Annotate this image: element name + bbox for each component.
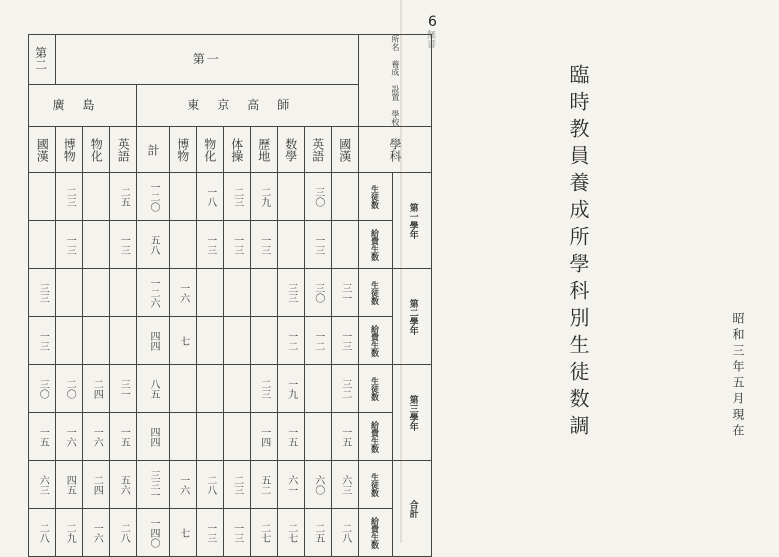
- table-cell: [29, 173, 56, 221]
- table-cell: 二三: [223, 461, 250, 509]
- table-cell: 二八: [331, 509, 358, 557]
- institution-label: 所名 養成 設置 學校: [358, 35, 431, 127]
- table-cell: [56, 317, 83, 365]
- table-cell: [110, 269, 137, 317]
- table-cell: 二八: [196, 461, 223, 509]
- table-cell: 六三: [29, 461, 56, 509]
- table-cell: 三〇: [304, 173, 331, 221]
- table-cell: [250, 269, 277, 317]
- row-label: 給費生数: [358, 221, 393, 269]
- table-cell: 一三: [196, 509, 223, 557]
- table-cell: 一三: [29, 317, 56, 365]
- table-cell: [56, 269, 83, 317]
- table-cell: 一五: [110, 413, 137, 461]
- table-cell: 三二: [331, 365, 358, 413]
- table-cell: 一五: [331, 413, 358, 461]
- table-cell: 七: [169, 317, 196, 365]
- table-cell: 一五: [277, 413, 304, 461]
- table-cell: 二五: [110, 173, 137, 221]
- table-cell: 六〇: [304, 461, 331, 509]
- column-header: 計: [137, 127, 170, 173]
- table-row: [29, 269, 432, 317]
- section-2-label: 第二: [29, 35, 56, 85]
- table-cell: 二九: [56, 509, 83, 557]
- table-cell: 八五: [137, 365, 170, 413]
- table-cell: [223, 269, 250, 317]
- table-cell: [304, 365, 331, 413]
- table-cell: 一三: [304, 221, 331, 269]
- section-1-label: 第一: [56, 35, 359, 85]
- table-cell: [223, 317, 250, 365]
- table-cell: [277, 173, 304, 221]
- table-row: [29, 461, 432, 509]
- row-label: 給費生数: [358, 509, 393, 557]
- table-cell: [196, 365, 223, 413]
- table-cell: [29, 221, 56, 269]
- corner-label: 學科: [358, 127, 431, 173]
- column-header: 國漢: [331, 127, 358, 173]
- column-header: 体操: [223, 127, 250, 173]
- row-label: 給費生数: [358, 317, 393, 365]
- subject-header-row: [29, 127, 432, 173]
- document-title: 臨時教員養成所學科別生徒数調: [566, 64, 590, 442]
- table-cell: [331, 173, 358, 221]
- document-date: 昭和三年五月現在: [731, 312, 745, 440]
- table-cell: 三〇: [304, 269, 331, 317]
- table-row: [29, 221, 432, 269]
- table-cell: 四五: [56, 461, 83, 509]
- table-cell: 四四: [137, 317, 170, 365]
- table-cell: [304, 413, 331, 461]
- table-cell: 二七: [250, 509, 277, 557]
- row-label: 生徒数: [358, 269, 393, 317]
- table-row: [29, 413, 432, 461]
- table-cell: [169, 365, 196, 413]
- table-cell: 三三: [277, 269, 304, 317]
- stamp: 無書: [425, 30, 435, 48]
- table-cell: [169, 173, 196, 221]
- table-cell: [169, 221, 196, 269]
- table-cell: [83, 317, 110, 365]
- table-cell: 三三一: [137, 461, 170, 509]
- table-cell: 三一: [110, 365, 137, 413]
- table-cell: [196, 269, 223, 317]
- table-cell: [277, 221, 304, 269]
- table-cell: 一九: [277, 365, 304, 413]
- table-cell: 二七: [277, 509, 304, 557]
- table-cell: 一四〇: [137, 509, 170, 557]
- table-cell: 七: [169, 509, 196, 557]
- column-header: 英語: [304, 127, 331, 173]
- table-cell: 一三: [223, 221, 250, 269]
- table-cell: [196, 317, 223, 365]
- table-cell: 二八: [110, 509, 137, 557]
- table-cell: [83, 221, 110, 269]
- table-cell: 一三: [331, 317, 358, 365]
- table-cell: 二三: [250, 365, 277, 413]
- table-cell: 三〇: [29, 365, 56, 413]
- row-label: 生徒数: [358, 365, 393, 413]
- table-cell: 五六: [110, 461, 137, 509]
- column-header: 数學: [277, 127, 304, 173]
- table-cell: [223, 365, 250, 413]
- table-cell: [331, 221, 358, 269]
- table-cell: 一二〇: [137, 173, 170, 221]
- table-cell: 一三: [56, 221, 83, 269]
- column-header: 國漢: [29, 127, 56, 173]
- table-cell: 二五: [304, 509, 331, 557]
- place-2-label: 廣島: [29, 84, 137, 126]
- page-number: 6: [428, 14, 437, 30]
- column-header: 博物: [169, 127, 196, 173]
- table-cell: 一八: [196, 173, 223, 221]
- table-cell: 二八: [29, 509, 56, 557]
- column-header: 英語: [110, 127, 137, 173]
- table-cell: 二三: [56, 173, 83, 221]
- table-cell: 三一: [331, 269, 358, 317]
- table-row: [29, 509, 432, 557]
- table-cell: 五二: [250, 461, 277, 509]
- table-cell: 一六: [169, 461, 196, 509]
- place-1-label: 東京高師: [137, 84, 359, 126]
- table-cell: [110, 317, 137, 365]
- column-header: 物化: [196, 127, 223, 173]
- table-cell: 一六: [83, 509, 110, 557]
- year-label: 合計: [393, 461, 432, 557]
- table-cell: 二三: [223, 173, 250, 221]
- table-cell: 六一: [277, 461, 304, 509]
- column-header: 博物: [56, 127, 83, 173]
- year-label: 第二學年: [393, 269, 432, 365]
- table-cell: 一二: [277, 317, 304, 365]
- table-cell: [223, 413, 250, 461]
- table-cell: 二〇: [56, 365, 83, 413]
- table-cell: 一二: [304, 317, 331, 365]
- table-cell: 二四: [83, 365, 110, 413]
- table-cell: 四四: [137, 413, 170, 461]
- year-label: 第三學年: [393, 365, 432, 461]
- table-cell: [250, 317, 277, 365]
- table-cell: [83, 269, 110, 317]
- table-cell: [169, 413, 196, 461]
- table-cell: 一六: [169, 269, 196, 317]
- row-label: 生徒数: [358, 173, 393, 221]
- column-header: 物化: [83, 127, 110, 173]
- table-cell: 一三: [110, 221, 137, 269]
- table-cell: [83, 173, 110, 221]
- student-table: [28, 34, 432, 557]
- table-row: [29, 317, 432, 365]
- table-cell: 一三: [250, 221, 277, 269]
- table-cell: 一三: [223, 509, 250, 557]
- table-cell: [196, 413, 223, 461]
- table-cell: 一五: [29, 413, 56, 461]
- table-cell: 五八: [137, 221, 170, 269]
- column-header: 歷地: [250, 127, 277, 173]
- table-row: [29, 365, 432, 413]
- table-cell: 一二六: [137, 269, 170, 317]
- table-cell: 一三: [196, 221, 223, 269]
- table-row: [29, 173, 432, 221]
- row-label: 給費生数: [358, 413, 393, 461]
- table-cell: 六三: [331, 461, 358, 509]
- row-label: 生徒数: [358, 461, 393, 509]
- table-cell: 一六: [56, 413, 83, 461]
- table-cell: 二四: [83, 461, 110, 509]
- table-cell: 一四: [250, 413, 277, 461]
- table-cell: 一六: [83, 413, 110, 461]
- year-label: 第一學年: [393, 173, 432, 269]
- table-cell: 三三: [29, 269, 56, 317]
- table-cell: 二九: [250, 173, 277, 221]
